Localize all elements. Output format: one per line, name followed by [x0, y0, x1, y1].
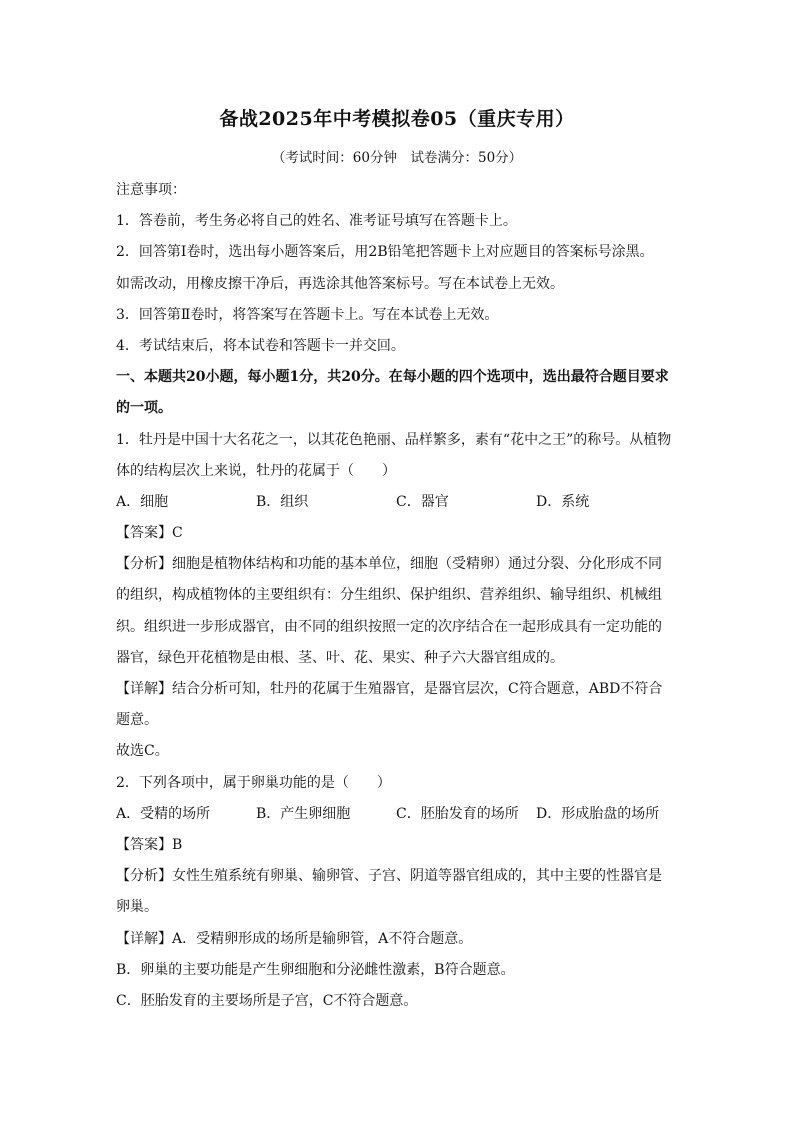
detail-line: 【详解】A．受精卵形成的场所是输卵管，A不符合题意。	[116, 930, 473, 947]
option-b: B．组织	[256, 493, 309, 510]
option-a: A．受精的场所	[116, 805, 211, 822]
detail-line: C．胚胎发育的主要场所是子宫，C不符合题意。	[116, 992, 418, 1009]
option-a: A．细胞	[116, 493, 169, 510]
note-item: 4．考试结束后，将本试卷和答题卡一并交回。	[116, 337, 405, 354]
question-stem: 2．下列各项中，属于卵巢功能的是（ ）	[116, 774, 391, 791]
question-stem: 1．牡丹是中国十大名花之一，以其花色艳丽、品样繁多，素有“花中之王”的称号。从植物	[116, 431, 672, 448]
option-c: C．器官	[396, 493, 449, 510]
question-stem: 体的结构层次上来说，牡丹的花属于（ ）	[116, 462, 396, 479]
analysis-line: 器官，绿色开花植物是由根、茎、叶、花、果实、种子六大器官组成的。	[116, 649, 564, 666]
document-body	[116, 175, 682, 1017]
analysis-line: 【分析】女性生殖系统有卵巢、输卵管、子宫、阴道等器官组成的，其中主要的性器官是	[116, 868, 662, 885]
answer-line: 【答案】C	[116, 525, 183, 542]
section-heading: 一、本题共20小题，每小题1分，共20分。在每小题的四个选项中，选出最符合题目要求	[116, 369, 669, 386]
note-item: 1．答卷前，考生务必将自己的姓名、准考证号填写在答题卡上。	[116, 213, 517, 230]
option-d: D．形成胎盘的场所	[536, 805, 660, 822]
note-item: 如需改动，用橡皮擦干净后，再选涂其他答案标号。写在本试卷上无效。	[116, 275, 564, 292]
question-options	[116, 487, 682, 518]
notes-heading: 注意事项：	[116, 182, 186, 198]
option-c: C．胚胎发育的场所	[396, 805, 519, 822]
option-d: D．系统	[536, 493, 590, 510]
detail-line: B．卵巢的主要功能是产生卵细胞和分泌雌性激素，B符合题意。	[116, 961, 515, 978]
option-b: B．产生卵细胞	[256, 805, 351, 822]
detail-line: 【详解】结合分析可知，牡丹的花属于生殖器官，是器官层次，C符合题意，ABD不符合	[116, 681, 663, 697]
question-options	[116, 799, 682, 830]
analysis-line: 卵巢。	[116, 899, 158, 916]
note-item: 2．回答第Ⅰ卷时，选出每小题答案后，用2B铅笔把答题卡上对应题目的答案标号涂黑。	[116, 244, 654, 261]
note-item: 3．回答第Ⅱ卷时，将答案写在答题卡上。写在本试卷上无效。	[116, 306, 499, 323]
analysis-line: 【分析】细胞是植物体结构和功能的基本单位，细胞（受精卵）通过分裂、分化形成不同	[116, 556, 662, 573]
page-title: 备战2025年中考模拟卷05（重庆专用）	[219, 108, 575, 130]
conclusion-line: 故选C。	[116, 743, 169, 760]
analysis-line: 织。组织进一步形成器官，由不同的组织按照一定的次序结合在一起形成具有一定功能的	[116, 618, 662, 635]
section-heading: 的一项。	[116, 400, 172, 417]
answer-line: 【答案】B	[116, 836, 183, 853]
detail-line: 题意。	[116, 712, 158, 729]
exam-info: （考试时间：60分钟 试卷满分：50分）	[271, 150, 523, 166]
analysis-line: 的组织，构成植物体的主要组织有：分生组织、保护组织、营养组织、输导组织、机械组	[116, 587, 662, 604]
